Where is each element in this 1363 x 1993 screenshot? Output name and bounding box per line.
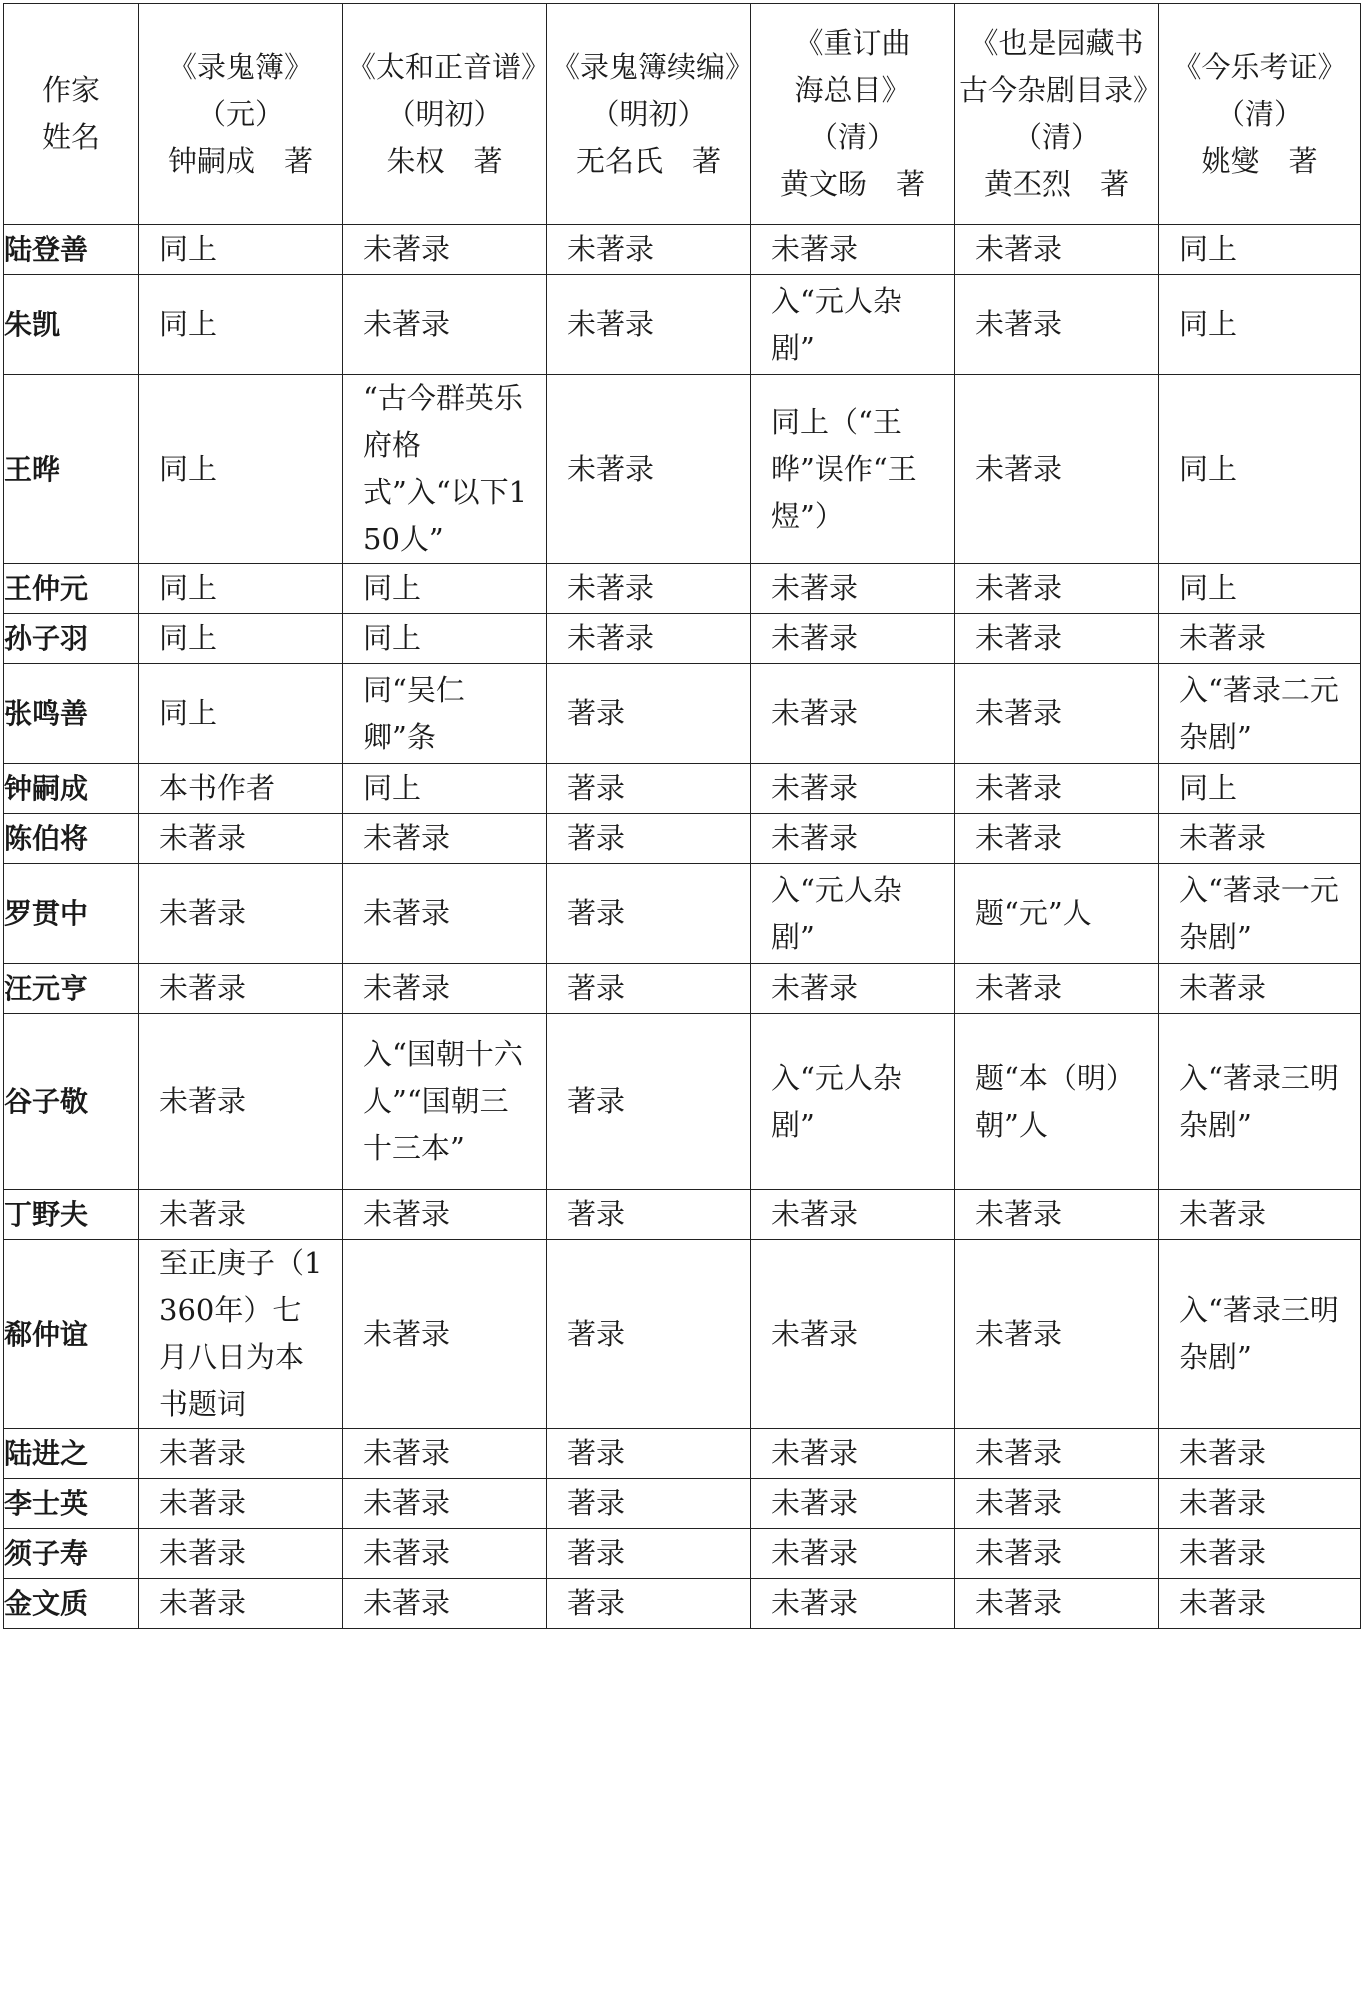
record-cell: 未著录: [955, 814, 1159, 864]
table-row: [4, 275, 1361, 375]
record-cell: 未著录: [955, 1579, 1159, 1629]
record-cell: 至正庚子（1360年）七月八日为本书题词: [139, 1240, 343, 1429]
table-row: [4, 1579, 1361, 1629]
header-line: 《重订曲: [794, 26, 911, 60]
header-source-6: [1159, 4, 1361, 225]
record-cell: 入“著录二元杂剧”: [1159, 664, 1361, 764]
author-name-cell: 钟嗣成: [4, 764, 139, 814]
record-cell: 未著录: [955, 1479, 1159, 1529]
record-cell: 入“元人杂剧”: [751, 864, 955, 964]
record-cell: 未著录: [751, 614, 955, 664]
record-cell: 未著录: [139, 1429, 343, 1479]
record-cell: 未著录: [343, 1190, 547, 1240]
record-cell: 未著录: [343, 1579, 547, 1629]
record-cell: 入“国朝十六人”“国朝三十三本”: [343, 1014, 547, 1190]
header-line: 黄丕烈 著: [983, 167, 1129, 201]
record-cell: 同上: [139, 664, 343, 764]
record-cell: 同上: [343, 564, 547, 614]
record-cell: 入“著录一元杂剧”: [1159, 864, 1361, 964]
table-row: [4, 864, 1361, 964]
author-name-cell: 谷子敬: [4, 1014, 139, 1190]
record-cell: 未著录: [751, 1579, 955, 1629]
record-cell: 未著录: [343, 814, 547, 864]
record-cell: 未著录: [751, 1190, 955, 1240]
table-row: [4, 225, 1361, 275]
author-name-cell: 金文质: [4, 1579, 139, 1629]
record-cell: 著录: [547, 1429, 751, 1479]
header-line: 《太和正音谱》: [347, 49, 551, 84]
record-cell: 同上: [139, 614, 343, 664]
record-cell: 未著录: [343, 275, 547, 375]
header-line: 钟嗣成 著: [167, 143, 313, 178]
table-row: [4, 664, 1361, 764]
record-cell: 未著录: [955, 664, 1159, 764]
record-cell: 同上: [139, 275, 343, 375]
record-cell: 未著录: [343, 864, 547, 964]
record-cell: 未著录: [1159, 1429, 1361, 1479]
record-cell: 未著录: [139, 814, 343, 864]
record-cell: 本书作者: [139, 764, 343, 814]
record-cell: 同上（“王晔”误作“王煜”）: [751, 375, 955, 564]
record-cell: 同上: [139, 225, 343, 275]
record-cell: 未著录: [955, 964, 1159, 1014]
record-cell: 著录: [547, 764, 751, 814]
header-line: 《录鬼簿续编》: [551, 49, 755, 84]
record-cell: 未著录: [343, 964, 547, 1014]
header-line: 古今杂剧目录》: [959, 73, 1163, 107]
record-cell: 未著录: [1159, 1479, 1361, 1529]
record-cell: 同上: [1159, 225, 1361, 275]
record-cell: 未著录: [139, 864, 343, 964]
header-line: （元）: [196, 96, 284, 131]
record-cell: 未著录: [955, 1429, 1159, 1479]
record-cell: 著录: [547, 864, 751, 964]
author-name-cell: 王晔: [4, 375, 139, 564]
header-line: 无名氏 著: [575, 143, 721, 178]
record-cell: 著录: [547, 964, 751, 1014]
header-line: （清）: [1215, 96, 1303, 131]
record-cell: 题“本（明）朝”人: [955, 1014, 1159, 1190]
header-line: 姚燮 著: [1201, 143, 1318, 178]
record-cell: 未著录: [955, 1529, 1159, 1579]
record-cell: 入“元人杂剧”: [751, 1014, 955, 1190]
header-line: 黄文旸 著: [779, 167, 925, 201]
header-line: （清）: [808, 120, 896, 154]
record-cell: 著录: [547, 1579, 751, 1629]
record-cell: 未著录: [955, 764, 1159, 814]
author-name-cell: 王仲元: [4, 564, 139, 614]
table-row: [4, 1190, 1361, 1240]
record-cell: 入“著录三明杂剧”: [1159, 1240, 1361, 1429]
record-cell: 著录: [547, 1240, 751, 1429]
record-cell: 未著录: [751, 564, 955, 614]
table-row: [4, 564, 1361, 614]
record-cell: 同上: [139, 375, 343, 564]
record-cell: 同上: [343, 614, 547, 664]
header-line: 姓名: [41, 120, 100, 154]
record-cell: “古今群英乐府格式”入“以下150人”: [343, 375, 547, 564]
record-cell: 著录: [547, 1479, 751, 1529]
literature-catalog-table: [3, 3, 1361, 1629]
record-cell: 未著录: [1159, 614, 1361, 664]
record-cell: 未著录: [751, 1429, 955, 1479]
record-cell: 未著录: [955, 1190, 1159, 1240]
record-cell: 同上: [1159, 375, 1361, 564]
record-cell: 著录: [547, 1014, 751, 1190]
record-cell: 未著录: [139, 1529, 343, 1579]
record-cell: 未著录: [751, 1529, 955, 1579]
header-line: 朱权 著: [386, 143, 503, 178]
record-cell: 未著录: [1159, 964, 1361, 1014]
record-cell: 未著录: [343, 1529, 547, 1579]
record-cell: 著录: [547, 1190, 751, 1240]
record-cell: 入“元人杂剧”: [751, 275, 955, 375]
record-cell: 未著录: [955, 564, 1159, 614]
record-cell: 题“元”人: [955, 864, 1159, 964]
record-cell: 未著录: [1159, 1579, 1361, 1629]
author-name-cell: 张鸣善: [4, 664, 139, 764]
record-cell: 未著录: [139, 1190, 343, 1240]
header-source-2: [343, 4, 551, 225]
record-cell: 未著录: [751, 964, 955, 1014]
table-body: [4, 225, 1361, 1629]
record-cell: 未著录: [751, 1479, 955, 1529]
author-name-cell: 陈伯将: [4, 814, 139, 864]
record-cell: 同上: [1159, 764, 1361, 814]
record-cell: 未著录: [1159, 1190, 1361, 1240]
record-cell: 未著录: [547, 564, 751, 614]
record-cell: 同“吴仁卿”条: [343, 664, 547, 764]
table-row: [4, 1479, 1361, 1529]
record-cell: 未著录: [139, 1579, 343, 1629]
record-cell: 未著录: [751, 225, 955, 275]
author-name-cell: 须子寿: [4, 1529, 139, 1579]
record-cell: 未著录: [139, 1479, 343, 1529]
header-line: 作家: [41, 73, 100, 107]
record-cell: 未著录: [343, 1240, 547, 1429]
author-name-cell: 孙子羽: [4, 614, 139, 664]
header-line: 海总目》: [794, 73, 911, 107]
table-row: [4, 764, 1361, 814]
header-line: 《也是园藏书: [969, 26, 1144, 60]
record-cell: 未著录: [343, 1429, 547, 1479]
header-line: （明初）: [590, 96, 707, 131]
record-cell: 未著录: [343, 1479, 547, 1529]
table-row: [4, 1240, 1361, 1429]
author-name-cell: 陆登善: [4, 225, 139, 275]
record-cell: 未著录: [955, 614, 1159, 664]
table-row: [4, 814, 1361, 864]
table-row: [4, 1014, 1361, 1190]
record-cell: 未著录: [955, 375, 1159, 564]
record-cell: 未著录: [547, 375, 751, 564]
record-cell: 未著录: [955, 275, 1159, 375]
record-cell: 未著录: [139, 964, 343, 1014]
record-cell: 未著录: [955, 1240, 1159, 1429]
record-cell: 同上: [139, 564, 343, 614]
record-cell: 未著录: [751, 764, 955, 814]
record-cell: 未著录: [1159, 814, 1361, 864]
record-cell: 未著录: [343, 225, 547, 275]
header-source-3: [547, 4, 755, 225]
record-cell: 同上: [343, 764, 547, 814]
header-author-name: [4, 4, 139, 225]
table-row: [4, 375, 1361, 564]
author-name-cell: 罗贯中: [4, 864, 139, 964]
header-line: 《今乐考证》: [1172, 49, 1347, 84]
record-cell: 未著录: [547, 225, 751, 275]
record-cell: 入“著录三明杂剧”: [1159, 1014, 1361, 1190]
header-row: [4, 4, 1361, 225]
table-row: [4, 1429, 1361, 1479]
header-source-5: [955, 4, 1163, 225]
header-line: 《录鬼簿》: [167, 49, 313, 84]
author-name-cell: 陆进之: [4, 1429, 139, 1479]
record-cell: 未著录: [139, 1014, 343, 1190]
author-name-cell: 朱凯: [4, 275, 139, 375]
record-cell: 未著录: [547, 614, 751, 664]
record-cell: 著录: [547, 664, 751, 764]
author-name-cell: 李士英: [4, 1479, 139, 1529]
record-cell: 同上: [1159, 564, 1361, 614]
table-row: [4, 614, 1361, 664]
header-source-4: [751, 4, 955, 225]
author-name-cell: 汪元亨: [4, 964, 139, 1014]
table-row: [4, 964, 1361, 1014]
header-source-1: [139, 4, 343, 225]
table-row: [4, 1529, 1361, 1579]
record-cell: 未著录: [955, 225, 1159, 275]
record-cell: 未著录: [547, 275, 751, 375]
record-cell: 著录: [547, 814, 751, 864]
record-cell: 未著录: [751, 664, 955, 764]
author-name-cell: 郗仲谊: [4, 1240, 139, 1429]
record-cell: 同上: [1159, 275, 1361, 375]
record-cell: 著录: [547, 1529, 751, 1579]
header-line: （清）: [1012, 120, 1100, 154]
record-cell: 未著录: [1159, 1529, 1361, 1579]
author-name-cell: 丁野夫: [4, 1190, 139, 1240]
header-line: （明初）: [386, 96, 503, 131]
record-cell: 未著录: [751, 1240, 955, 1429]
record-cell: 未著录: [751, 814, 955, 864]
